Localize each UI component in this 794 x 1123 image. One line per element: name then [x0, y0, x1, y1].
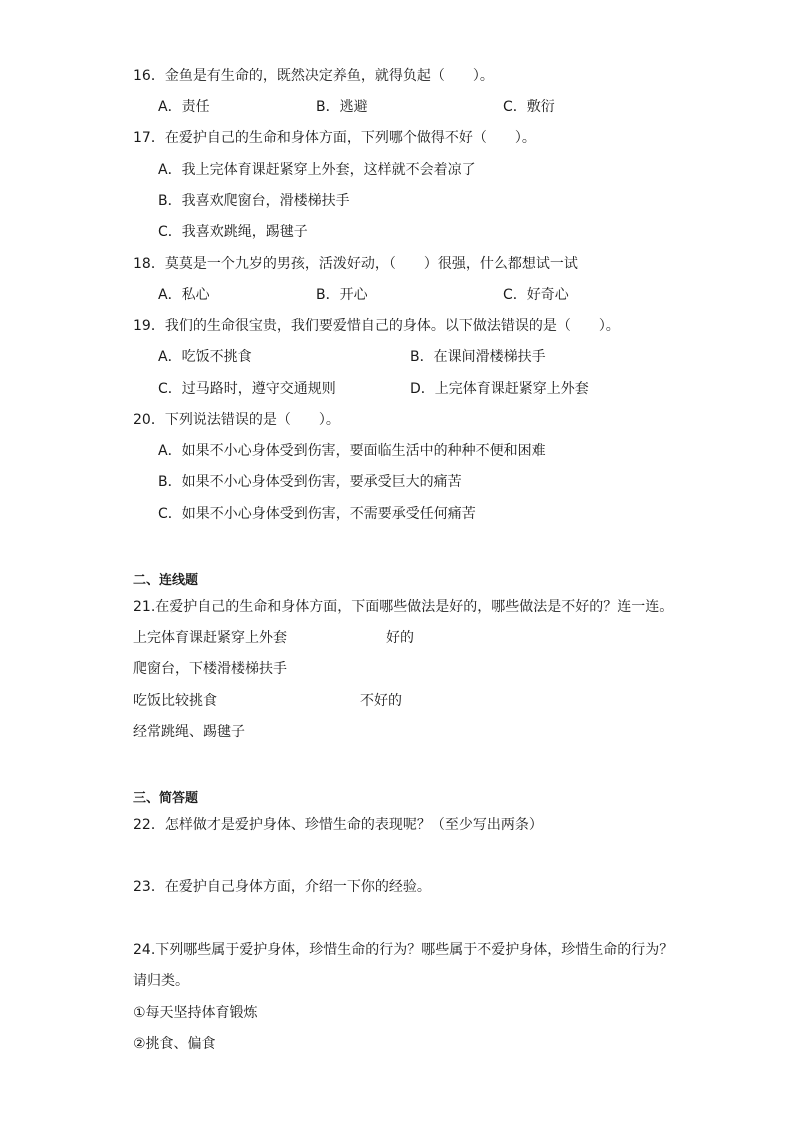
q19-option-a[interactable]: A．吃饭不挑食	[158, 349, 252, 365]
q24-item: ②挑食、偏食	[133, 1036, 216, 1052]
match-left-item[interactable]: 经常跳绳、踢毽子	[133, 724, 245, 740]
match-left-item[interactable]: 上完体育课赶紧穿上外套	[133, 630, 287, 646]
q16-option-b[interactable]: B．逃避	[316, 99, 368, 115]
match-left-item[interactable]: 吃饭比较挑食	[133, 693, 217, 709]
q24-instruction: 请归类。	[133, 973, 189, 989]
q24-item: ①每天坚持体育锻炼	[133, 1005, 258, 1021]
q20-option-b[interactable]: B．如果不小心身体受到伤害，要承受巨大的痛苦	[158, 474, 462, 490]
q18-option-c[interactable]: C．好奇心	[503, 287, 569, 303]
section-heading-short-answer: 三、简答题	[133, 791, 199, 806]
q18-option-b[interactable]: B．开心	[316, 287, 368, 303]
q17-option-a[interactable]: A．我上完体育课赶紧穿上外套，这样就不会着凉了	[158, 162, 476, 178]
q16-option-a[interactable]: A．责任	[158, 99, 210, 115]
q21-stem: 21.在爱护自己的生命和身体方面，下面哪些做法是好的，哪些做法是不好的？连一连。	[133, 599, 674, 615]
q16-option-c[interactable]: C．敷衍	[503, 99, 555, 115]
match-left-item[interactable]: 爬窗台，下楼滑楼梯扶手	[133, 661, 287, 677]
q17-option-b[interactable]: B．我喜欢爬窗台，滑楼梯扶手	[158, 193, 350, 209]
match-right-item[interactable]: 不好的	[360, 693, 402, 709]
section-heading-matching: 二、连线题	[133, 573, 199, 588]
q18-option-a[interactable]: A．私心	[158, 287, 210, 303]
q19-option-d[interactable]: D．上完体育课赶紧穿上外套	[410, 381, 589, 397]
q16-stem: 16．金鱼是有生命的，既然决定养鱼，就得负起（ ）。	[133, 68, 494, 84]
match-right-item[interactable]: 好的	[386, 630, 414, 646]
q20-option-c[interactable]: C．如果不小心身体受到伤害，不需要承受任何痛苦	[158, 506, 476, 522]
q17-stem: 17．在爱护自己的生命和身体方面，下列哪个做得不好（ ）。	[133, 130, 536, 146]
q20-stem: 20．下列说法错误的是（ ）。	[133, 412, 340, 428]
q19-option-c[interactable]: C．过马路时，遵守交通规则	[158, 381, 336, 397]
q19-stem: 19．我们的生命很宝贵，我们要爱惜自己的身体。以下做法错误的是（ ）。	[133, 318, 620, 334]
q20-option-a[interactable]: A．如果不小心身体受到伤害，要面临生活中的种种不便和困难	[158, 443, 546, 459]
q22-stem: 22．怎样做才是爱护身体、珍惜生命的表现呢？（至少写出两条）	[133, 817, 543, 833]
q18-stem: 18．莫莫是一个九岁的男孩，活泼好动，（ ）很强，什么都想试一试	[133, 256, 578, 272]
q24-stem: 24.下列哪些属于爱护身体，珍惜生命的行为？哪些属于不爱护身体，珍惜生命的行为？	[133, 942, 674, 958]
q19-option-b[interactable]: B．在课间滑楼梯扶手	[410, 349, 546, 365]
q23-stem: 23．在爱护自己身体方面，介绍一下你的经验。	[133, 879, 431, 895]
q17-option-c[interactable]: C．我喜欢跳绳，踢毽子	[158, 224, 308, 240]
